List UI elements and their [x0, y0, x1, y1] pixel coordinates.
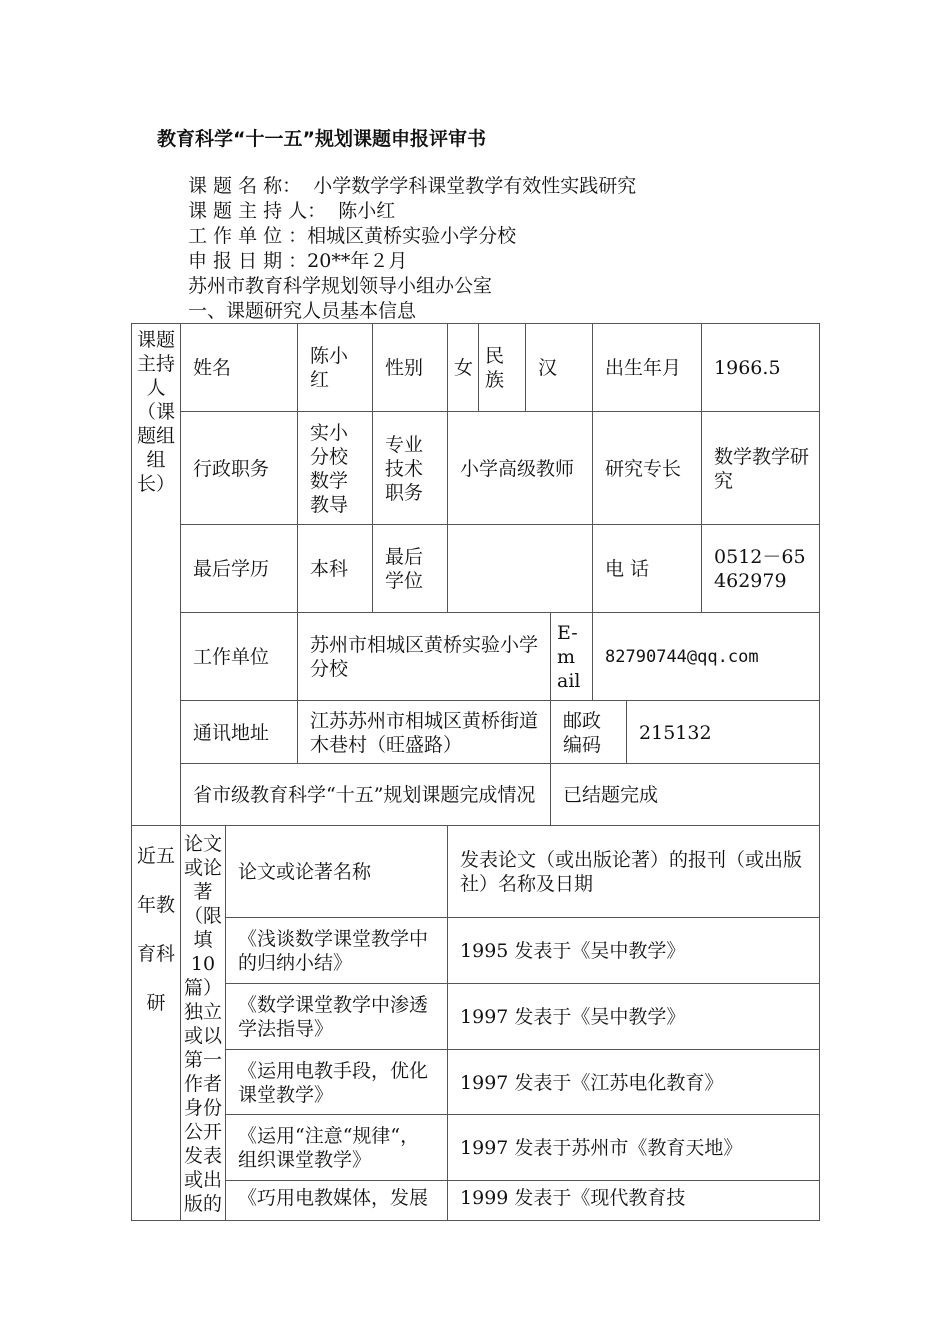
zip-label: 邮政编码 — [551, 701, 627, 764]
degree-label: 最后学位 — [373, 525, 448, 613]
pubs-type-label: 论文或论著（限填10篇）独立或以第一作者身份公开发表或出版的 — [181, 826, 226, 1221]
pub-name: 《数学课堂教学中渗透学法指导》 — [226, 983, 448, 1049]
pubs-name-header: 论文或论著名称 — [226, 826, 448, 918]
birth-value: 1966.5 — [702, 324, 820, 412]
office-line: 苏州市教育科学规划领导小组办公室 — [188, 275, 493, 297]
unit-label: 工作单位 — [181, 613, 298, 701]
apply-date-line: 申 报 日 期 ：20**年２月 — [188, 250, 408, 272]
birth-label: 出生年月 — [593, 324, 702, 412]
pub-source: 1997 发表于《江苏电化教育》 — [448, 1049, 820, 1115]
admin-value: 实小分校数学教导 — [298, 412, 373, 525]
phone-label: 电 话 — [593, 525, 702, 613]
gender-value: 女 — [448, 324, 479, 412]
host-side-label: 课题主持人（课题组组长） — [132, 324, 181, 826]
table-row — [132, 1049, 820, 1115]
document-title: 教育科学“十一五”规划课题申报评审书 — [157, 128, 486, 150]
addr-value: 江苏苏州市相城区黄桥街道木巷村（旺盛路） — [298, 701, 551, 764]
edu-label: 最后学历 — [181, 525, 298, 613]
pub-source: 1999 发表于《现代教育技 — [448, 1181, 820, 1221]
specialty-label: 研究专长 — [593, 412, 702, 525]
phone-value: 0512－65462979 — [702, 525, 820, 613]
prev-project-label: 省市级教育科学“十五”规划课题完成情况 — [181, 764, 551, 826]
ethnic-label: 民族 — [479, 324, 526, 412]
pubs-side-label: 近五年教育科研 — [132, 826, 181, 1221]
specialty-value: 数学教学研究 — [702, 412, 820, 525]
pub-name: 《运用“注意“规律“，组织课堂教学》 — [226, 1115, 448, 1181]
addr-label: 通讯地址 — [181, 701, 298, 764]
table-row — [132, 1115, 820, 1181]
email-value: 82790744@qq.com — [593, 613, 820, 701]
title-value: 小学高级教师 — [448, 412, 593, 525]
project-host-line: 课 题 主 持 人： 陈小红 — [188, 200, 396, 222]
pub-source: 1995 发表于《吴中教学》 — [448, 917, 820, 983]
unit-value: 苏州市相城区黄桥实验小学分校 — [298, 613, 551, 701]
edu-value: 本科 — [298, 525, 373, 613]
researcher-info-table — [131, 323, 820, 1221]
name-label: 姓名 — [181, 324, 298, 412]
gender-label: 性别 — [373, 324, 448, 412]
zip-value: 215132 — [627, 701, 820, 764]
pub-source: 1997 发表于《吴中教学》 — [448, 983, 820, 1049]
pub-name: 《巧用电教媒体，发展 — [226, 1181, 448, 1221]
degree-value — [448, 525, 593, 613]
name-value: 陈小红 — [298, 324, 373, 412]
table-row — [132, 917, 820, 983]
work-unit-line: 工 作 单 位 ：相城区黄桥实验小学分校 — [188, 225, 517, 247]
section-heading: 一、课题研究人员基本信息 — [188, 300, 417, 322]
pub-name: 《运用电教手段，优化课堂教学》 — [226, 1049, 448, 1115]
pubs-pub-header: 发表论文（或出版论著）的报刊（或出版社）名称及日期 — [448, 826, 820, 918]
prev-project-value: 已结题完成 — [551, 764, 820, 826]
admin-label: 行政职务 — [181, 412, 298, 525]
ethnic-value: 汉 — [526, 324, 593, 412]
pub-name: 《浅谈数学课堂教学中的归纳小结》 — [226, 917, 448, 983]
project-name-line: 课 题 名 称： 小学数学学科课堂教学有效性实践研究 — [188, 175, 637, 197]
email-label: E-mail — [551, 613, 593, 701]
table-row — [132, 983, 820, 1049]
document-meta — [188, 174, 636, 324]
table-row — [132, 1181, 820, 1221]
title-label: 专业技术职务 — [373, 412, 448, 525]
pub-source: 1997 发表于苏州市《教育天地》 — [448, 1115, 820, 1181]
